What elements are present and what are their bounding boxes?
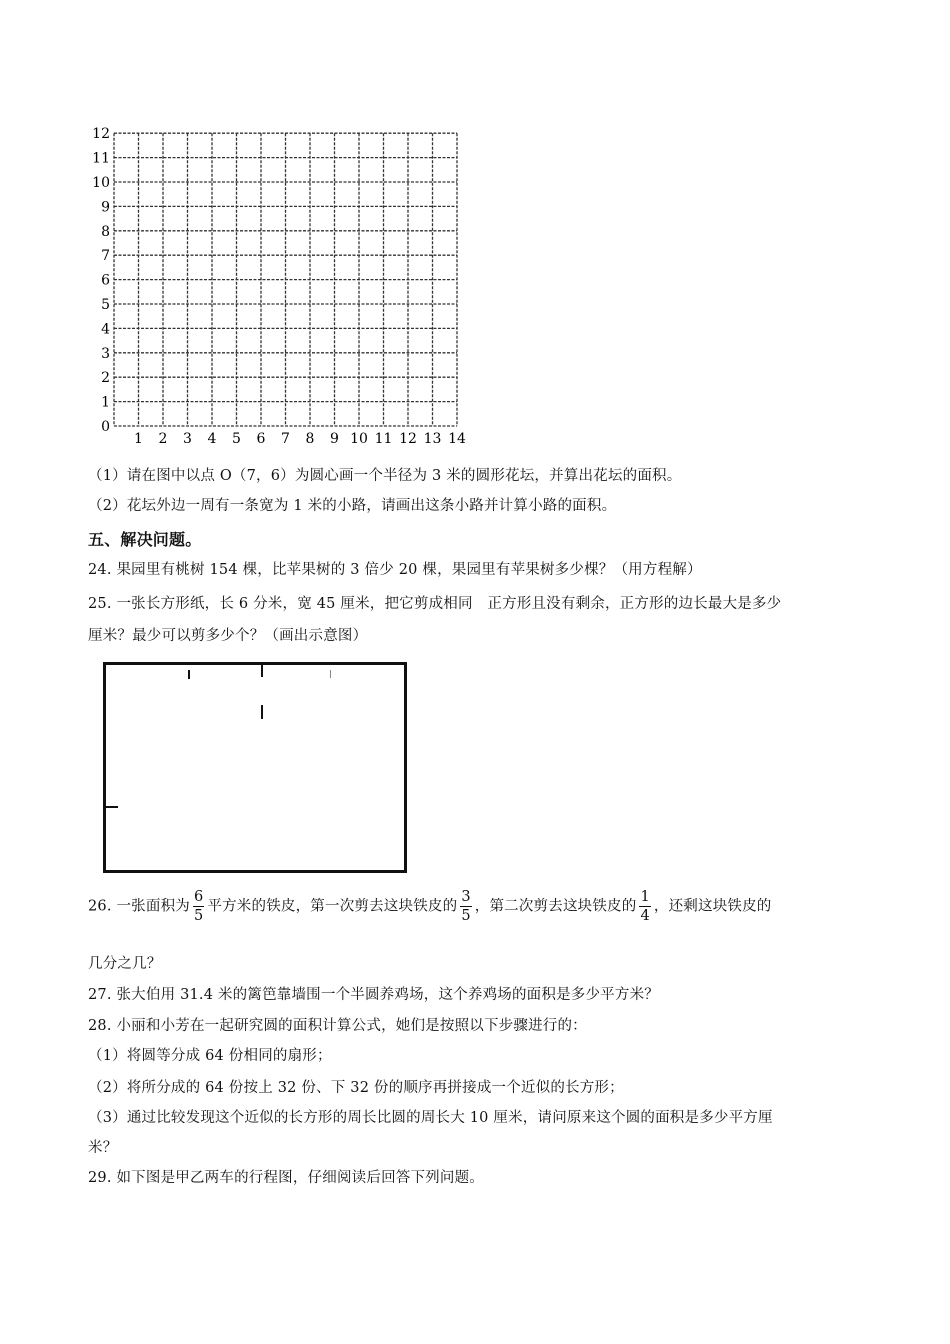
fraction-3-5: $\frac{3}{5}$ bbox=[461, 889, 471, 924]
question-25-line1: 25. 一张长方形纸，长 6 分米，宽 45 厘米，把它剪成相同 正方形且没有剩余，正方形的边长最大是多少 bbox=[88, 596, 782, 612]
x-tick-label: 14 bbox=[448, 431, 466, 447]
question-26: 26. 一张面积为 $\frac{6}{5}$ 平方米的铁皮，第一次剪去这块铁皮的 $\frac{3}{5}$ ，第二次剪去这块铁皮的 $\frac{1}{4}$ ，还剩这块铁皮的 bbox=[88, 889, 772, 924]
x-tick-label: 10 bbox=[350, 431, 368, 447]
x-tick-label: 3 bbox=[183, 431, 192, 447]
q23-part1: （1）请在图中以点 O（7，6）为圆心画一个半径为 3 米的圆形花坛，并算出花坛的面积。 bbox=[88, 468, 682, 484]
y-tick-label: 5 bbox=[101, 297, 110, 313]
y-tick-label: 3 bbox=[101, 345, 110, 362]
y-tick-label: 6 bbox=[101, 272, 110, 289]
q23-part2: （2）花坛外边一周有一条宽为 1 米的小路，请画出这条小路并计算小路的面积。 bbox=[88, 498, 617, 514]
y-tick-label: 0 bbox=[101, 419, 110, 435]
question-28-step3: （3）通过比较发现这个近似的长方形的周长比圆的周长大 10 厘米，请问原来这个圆的面积是多少平方厘 bbox=[88, 1110, 773, 1126]
y-tick-label: 4 bbox=[101, 321, 110, 338]
answer-drawing-box bbox=[103, 662, 407, 873]
x-tick-label: 9 bbox=[330, 431, 339, 447]
y-tick-label: 7 bbox=[101, 248, 110, 265]
question-28-step2: （2）将所分成的 64 份按上 32 份、下 32 份的顺序再拼接成一个近似的长方形； bbox=[88, 1080, 624, 1096]
x-tick-label: 4 bbox=[207, 431, 217, 447]
y-tick-label: 12 bbox=[92, 126, 110, 143]
y-tick-label: 1 bbox=[101, 394, 110, 411]
x-tick-label: 11 bbox=[374, 431, 393, 447]
question-24: 24. 果园里有桃树 154 棵，比苹果树的 3 倍少 20 棵，果园里有苹果树多少棵？（用方程解） bbox=[88, 562, 702, 578]
fraction-6-5: $\frac{6}{5}$ bbox=[193, 889, 204, 924]
x-tick-label: 12 bbox=[399, 431, 417, 447]
question-28-step3-cont: 米？ bbox=[88, 1140, 118, 1156]
question-29: 29. 如下图是甲乙两车的行程图，仔细阅读后回答下列问题。 bbox=[88, 1170, 484, 1186]
y-tick-label: 9 bbox=[101, 199, 110, 216]
question-28-step1: （1）将圆等分成 64 份相同的扇形； bbox=[88, 1048, 332, 1064]
coordinate-grid bbox=[80, 118, 480, 458]
section-title: 五、解决问题。 bbox=[88, 530, 202, 549]
x-tick-label: 5 bbox=[232, 431, 241, 447]
y-tick-label: 10 bbox=[92, 175, 110, 191]
x-tick-label: 1 bbox=[134, 431, 143, 447]
question-27: 27. 张大伯用 31.4 米的篱笆靠墙围一个半圆养鸡场，这个养鸡场的面积是多少平方米？ bbox=[88, 987, 659, 1003]
fraction-1-4: $\frac{1}{4}$ bbox=[640, 889, 650, 924]
question-28-intro: 28. 小丽和小芳在一起研究圆的面积计算公式，她们是按照以下步骤进行的： bbox=[88, 1018, 587, 1034]
y-tick-label: 2 bbox=[101, 370, 110, 387]
x-tick-label: 6 bbox=[256, 431, 266, 447]
question-26-line2: 几分之几？ bbox=[88, 956, 162, 972]
question-25-line2: 厘米？最少可以剪多少个？（画出示意图） bbox=[88, 628, 368, 644]
x-tick-label: 13 bbox=[423, 431, 442, 447]
x-tick-label: 7 bbox=[281, 431, 290, 447]
x-tick-label: 8 bbox=[305, 431, 315, 447]
y-tick-label: 8 bbox=[101, 223, 110, 240]
x-tick-label: 2 bbox=[158, 431, 168, 447]
y-tick-label: 11 bbox=[92, 150, 110, 167]
